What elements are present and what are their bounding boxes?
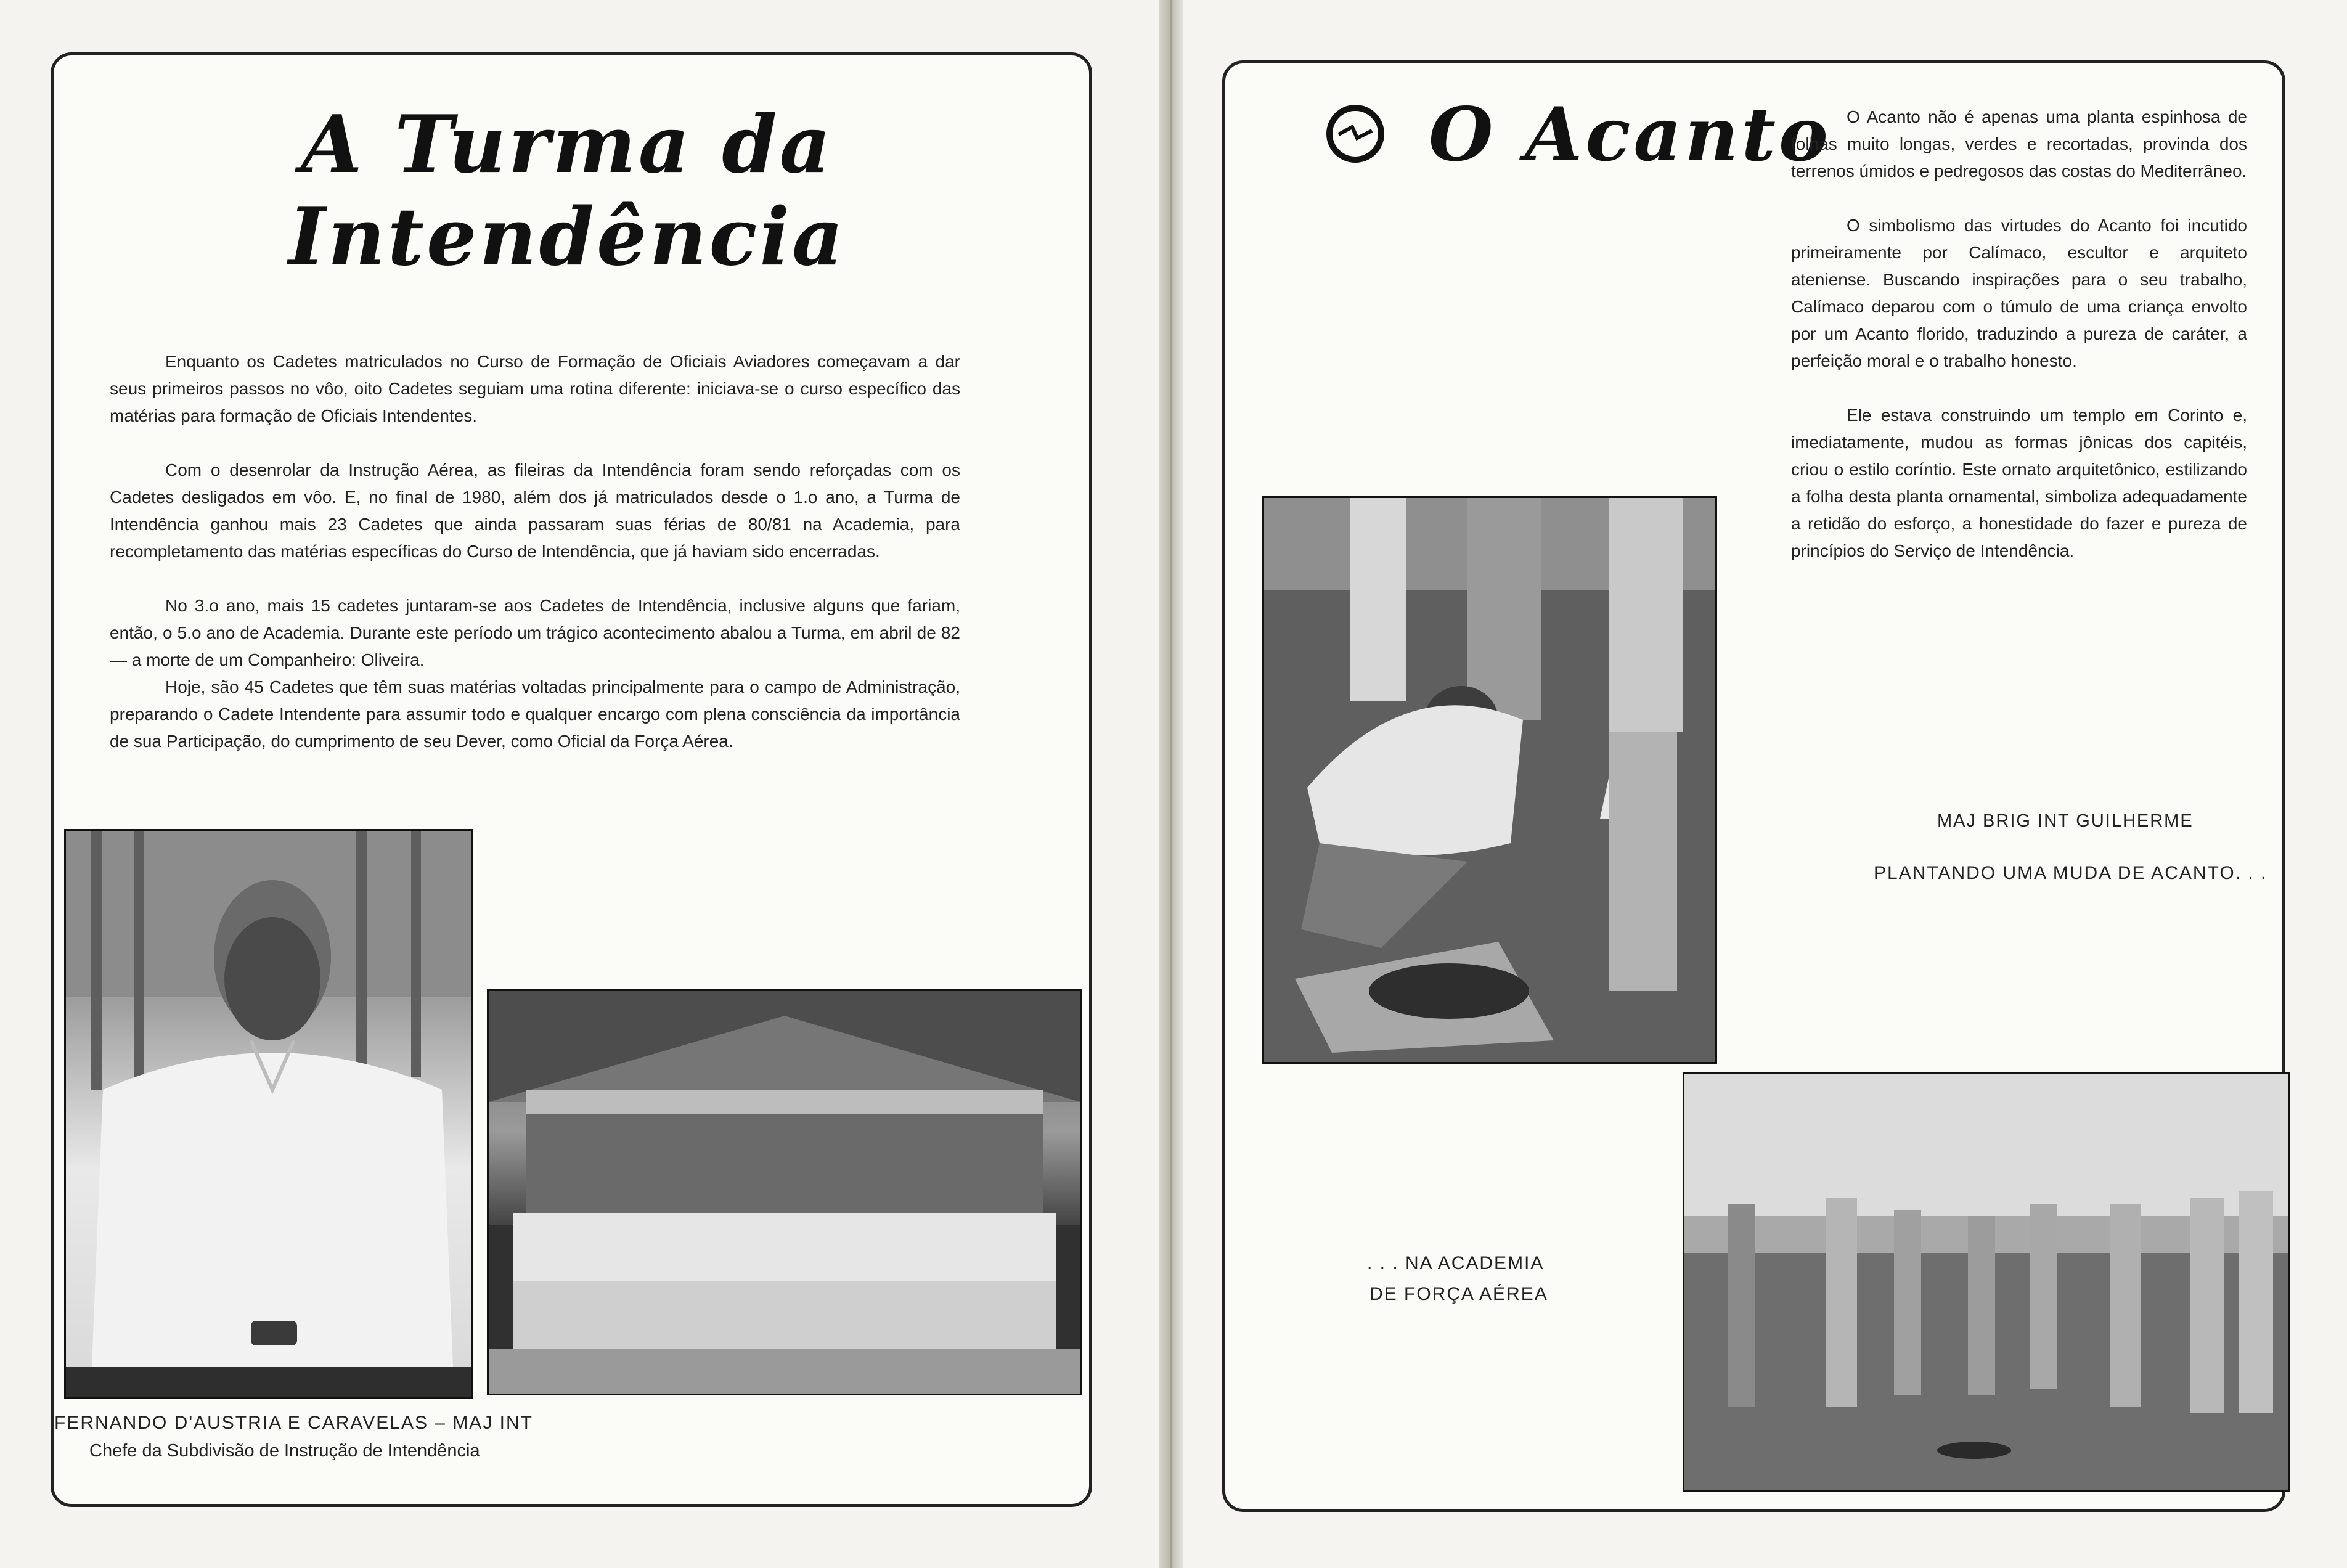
academy-caption bbox=[1367, 1248, 1548, 1310]
academy-caption-line-1: . . . NA ACADEMIA bbox=[1367, 1253, 1545, 1273]
left-page-title: A Turma da Intendência bbox=[288, 99, 846, 284]
left-paragraph-4: Hoje, são 45 Cadetes que têm suas matérias voltadas principalmente para o campo de Administração, preparando o Cadete Intendente para assumir todo e qualquer encargo com plena consciência da importância de sua Participação, do cumprimento de seu Dever, como Oficial da Força Aérea. bbox=[110, 677, 960, 751]
academy-ceremony-photo bbox=[1683, 1072, 2290, 1492]
right-paragraph-2: O simbolismo das virtudes do Acanto foi incutido primeiramente por Calímaco, escultor e arquiteto ateniense. Buscando inspirações para o seu trabalho, Calímaco deparou com o túmulo de uma criança envolto por um Acanto florido, traduzindo a pureza de caráter, a perfeição moral e o trabalho honesto. bbox=[1791, 216, 2247, 370]
portrait-caption-role: Chefe da Subdivisão de Instrução de Intendência bbox=[89, 1441, 480, 1461]
right-paragraph-3: Ele estava construindo um templo em Corinto e, imediatamente, mudou as formas jônicas dos capitéis, criou o estilo coríntio. Este ornato arquitetônico, estilizando a folha desta planta ornamental, simboliza adequadamente a retidão do esforço, a honestidade do fazer e pureza de princípios do Serviço de Intendência. bbox=[1791, 406, 2247, 560]
right-page-title: O Acanto bbox=[1429, 91, 1831, 178]
left-article-body bbox=[110, 348, 960, 755]
page-gutter bbox=[1159, 0, 1183, 1568]
right-article-body bbox=[1791, 104, 2247, 592]
cadets-group-photo bbox=[487, 989, 1082, 1395]
left-paragraph-2: Com o desenrolar da Instrução Aérea, as fileiras da Intendência foram sendo reforçadas com os Cadetes desligados em vôo. E, no final de 1980, além dos já matriculados desde o 1.o ano, a Turma de Intendência ganhou mais 23 Cadetes que ainda passaram suas férias de 80/81 na Academia, para recompletamento das matérias específicas do Curso de Intendência, que já haviam sido encerradas. bbox=[110, 460, 960, 561]
major-portrait-illustration bbox=[66, 831, 471, 1397]
acanto-emblem-icon bbox=[1325, 104, 1386, 164]
planting-photo-caption: PLANTANDO UMA MUDA DE ACANTO. . . bbox=[1874, 863, 2267, 883]
author-signature: MAJ BRIG INT GUILHERME bbox=[1937, 811, 2194, 831]
left-paragraph-3: No 3.o ano, mais 15 cadetes juntaram-se aos Cadetes de Intendência, inclusive alguns que fariam, então, o 5.o ano de Academia. Durante este período um trágico acontecimento abalou a Turma, em abril de 82 — a morte de um Companheiro: Oliveira. bbox=[110, 596, 960, 669]
academy-caption-line-2: DE FORÇA AÉREA bbox=[1369, 1284, 1548, 1304]
right-paragraph-1: O Acanto não é apenas uma planta espinhosa de folhas muito longas, verdes e recortadas, provinda dos terrenos úmidos e pedregosos das costas do Mediterrâneo. bbox=[1791, 107, 2247, 181]
cadets-group-illustration bbox=[489, 991, 1080, 1394]
planting-acanto-photo bbox=[1262, 496, 1717, 1064]
left-paragraph-1: Enquanto os Cadetes matriculados no Curso de Formação de Oficiais Aviadores começavam a dar seus primeiros passos no vôo, oito Cadetes seguiam uma rotina diferente: iniciava-se o curso específico das matérias para formação de Oficiais Intendentes. bbox=[110, 352, 960, 425]
portrait-caption-name: FERNANDO D'AUSTRIA E CARAVELAS – MAJ INT bbox=[54, 1413, 533, 1433]
major-portrait-photo bbox=[64, 829, 473, 1399]
ceremony-illustration bbox=[1684, 1074, 2288, 1490]
planting-illustration bbox=[1264, 498, 1715, 1062]
